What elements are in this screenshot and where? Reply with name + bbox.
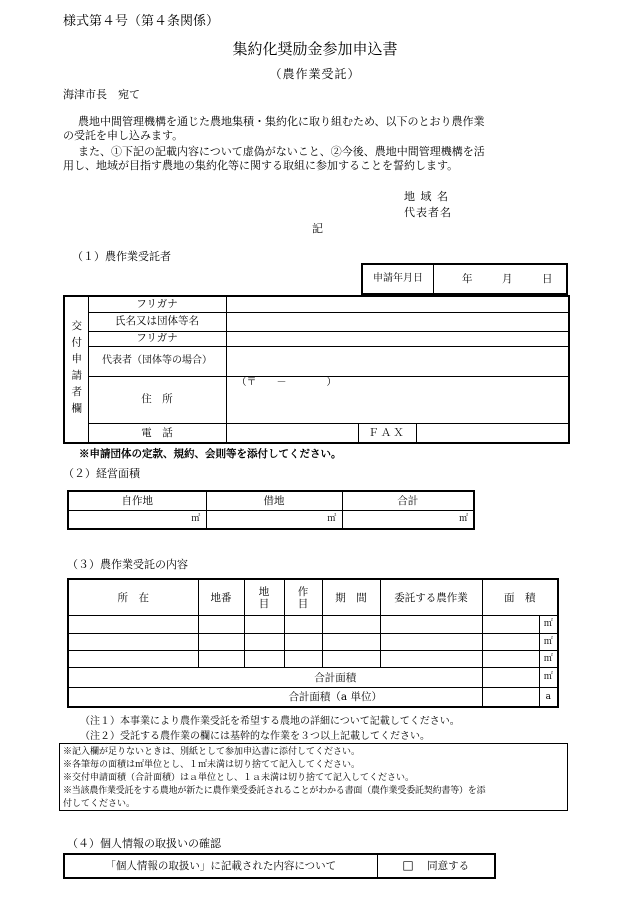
application-date-field[interactable] [434,264,568,294]
land-category-header: 地目 [244,579,284,616]
crop-cell[interactable] [284,633,322,650]
management-area-table [67,490,475,530]
area-unit: ㎡ [539,633,558,650]
furigana-label-2: フリガナ [88,331,226,346]
total-land-header: 合計 [342,491,474,510]
applicant-table [63,295,570,444]
land-cell[interactable] [244,616,284,633]
fax-label: ＦＡＸ [358,423,416,443]
application-date-table [361,263,568,295]
table-row [68,616,558,633]
total-area-a-unit: a [539,687,558,707]
area-name-label: 地 域 名 [404,190,449,203]
consent-checkbox-cell[interactable] [377,854,495,878]
remark-line-5: 付してください。 [63,799,136,809]
rented-land-unit: ㎡ [322,510,342,529]
entrusted-work-header: 委託する農作業 [380,579,482,616]
representative-label: 代表者名 [404,206,452,219]
period-cell[interactable] [322,616,380,633]
remarks-box [59,743,568,811]
farm-work-table [67,578,559,708]
consent-label: 同意する [427,860,470,873]
year-label: 年 [462,273,473,285]
postal-code-field[interactable]: （〒 － ） [226,376,569,389]
applicant-side-label: 交付申請者欄 [64,296,88,443]
land-cell[interactable] [244,633,284,650]
section4-heading: （４）個人情報の取扱いの確認 [67,837,221,850]
address-label: 住 所 [88,376,226,423]
location-cell[interactable] [68,616,198,633]
privacy-consent-table [63,853,496,879]
period-cell[interactable] [322,633,380,650]
rented-land-header: 借地 [206,491,342,510]
period-header: 期 間 [322,579,380,616]
furigana-field-2[interactable] [226,331,569,346]
section1-heading: （１）農作業受託者 [72,250,171,263]
total-area-label: 合計面積 [68,668,482,688]
remark-line-3: ※交付申請面積（合計面積）はａ単位とし、１ａ未満は切り捨てて記入してください。 [63,773,415,783]
total-land-unit: ㎡ [454,510,474,529]
total-area-a-field[interactable] [482,687,539,707]
total-land-field[interactable] [342,510,454,529]
rented-land-field[interactable] [206,510,322,529]
form-number: 様式第４号（第４条関係） [63,14,220,29]
period-cell[interactable] [322,651,380,668]
address-field[interactable] [226,389,569,423]
own-land-header: 自作地 [68,491,206,510]
location-cell[interactable] [68,651,198,668]
representative-field[interactable] [226,346,569,376]
privacy-statement: 「個人情報の取扱い」に記載された内容について [64,854,377,878]
area-cell[interactable] [482,651,539,668]
crop-cell[interactable] [284,651,322,668]
phone-field[interactable] [226,423,358,443]
own-land-unit: ㎡ [186,510,206,529]
work-cell[interactable] [380,633,482,650]
intro-line-4: 用し、地域が目指す農地の集約化等に関する取組に参加することを誓約します。 [63,159,459,172]
section2-heading: （２）経営面積 [63,467,140,480]
work-cell[interactable] [380,651,482,668]
intro-line-3: また、①下記の記載内容について虚偽がないこと、②今後、農地中間管理機構を活 [78,145,485,158]
work-cell[interactable] [380,616,482,633]
total-area-a-label: 合計面積（a 単位） [68,687,482,707]
crop-cell[interactable] [284,616,322,633]
location-header: 所 在 [68,579,198,616]
name-field[interactable] [226,312,569,331]
month-label: 月 [502,273,513,285]
crop-header: 作目 [284,579,322,616]
section3-heading: （３）農作業受託の内容 [67,558,188,571]
addressee: 海津市長 宛て [63,88,140,101]
total-area-field[interactable] [482,668,539,688]
lot-cell[interactable] [198,616,244,633]
total-area-unit: ㎡ [539,668,558,688]
ki-mark: 記 [312,222,323,235]
remark-line-2: ※各筆毎の面積は㎡単位とし、１㎡未満は切り捨てて記入してください。 [63,760,361,770]
area-unit: ㎡ [539,616,558,633]
area-cell[interactable] [482,633,539,650]
day-label: 日 [542,273,553,285]
form-subtitle: （農作業受託） [269,67,361,81]
area-header: 面 積 [482,579,558,616]
fax-field[interactable] [416,423,569,443]
section3-note-2: （注２）受託する農作業の欄には基幹的な作業を３つ以上記載してください。 [80,731,430,742]
area-cell[interactable] [482,616,539,633]
own-land-field[interactable] [68,510,186,529]
representative-row-label: 代表者（団体等の場合） [88,346,226,376]
remark-line-1: ※記入欄が足りないときは、別紙として参加申込書に添付してください。 [63,747,361,757]
phone-label: 電 話 [88,423,226,443]
name-label: 氏名又は団体等名 [88,312,226,331]
remark-line-4: ※当該農作業受託をする農地が新たに農作業受委託されることがわかる書面（農作業受委託契約書等）を添 [63,786,486,796]
section3-note-1: （注１）本事業により農作業受託を希望する農地の詳細について記載してください。 [80,716,460,727]
land-cell[interactable] [244,651,284,668]
intro-line-1: 農地中間管理機構を通じた農地集積・集約化に取り組むため、以下のとおり農作業 [78,115,485,128]
lot-cell[interactable] [198,651,244,668]
table-row [68,651,558,668]
area-unit: ㎡ [539,651,558,668]
location-cell[interactable] [68,633,198,650]
application-date-label: 申請年月日 [362,264,434,294]
intro-line-2: の受託を申し込みます。 [63,129,184,142]
lot-cell[interactable] [198,633,244,650]
form-title: 集約化奨励金参加申込書 [232,40,398,58]
furigana-label-1: フリガナ [88,296,226,312]
table-row [68,633,558,650]
furigana-field-1[interactable] [226,296,569,312]
lot-number-header: 地番 [198,579,244,616]
attachment-note: ※申請団体の定款、規約、会則等を添付してください。 [79,448,342,460]
consent-checkbox[interactable]: □ [402,858,414,873]
